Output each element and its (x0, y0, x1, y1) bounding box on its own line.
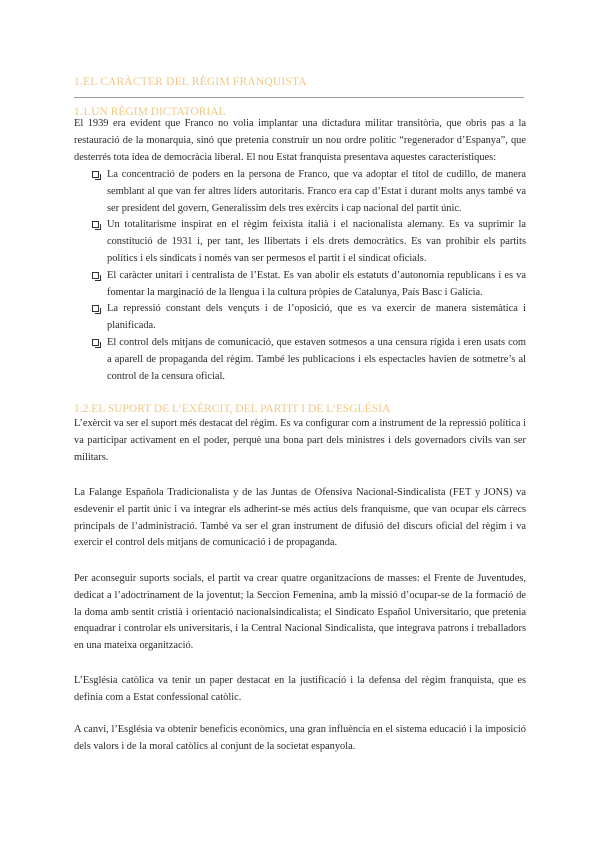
paragraph-organizations: Per aconseguir suports socials, el partit va crear quatre organitzacions de masses: el Frente de Juventudes, dedicat a l’adoctrinament de la joventut; la Seccion Femenina, amb la missió d’ocupar-se de la formació de la doma amb sentit cristià i orientació nacionalsindicalista; el Sindicato Español Universitario, que pretenia enquadrar i controlar els universitaris, i la Central Nacional Sindicalista, que integrava patrons i treballadors en una mateixa organització. (74, 573, 526, 652)
checkbox-bullet-icon (92, 272, 99, 279)
paragraph-army: L’exèrcit va ser el suport més destacat del règim. Es va configurar com a instrument de la repressió política i va participar activament en el poder, perquè una bona part dels ministres i dels governadors civils van ser militars. (74, 418, 526, 463)
intro-paragraph: El 1939 era evident que Franco no volia implantar una dictadura militar transitòria, que obris pas a la restauració de la monarquia, sinó que pretenia construir un nou ordre polític “regenerador d’Espanya”, que desterrés tota idea de democràcia liberal. El nou Estat franquista presentava aquestes característiques: (74, 118, 526, 163)
paragraph-church: L’Església catòlica va tenir un paper destacat en la justificació i la defensa del règim franquista, que es definia com a Estat confessional catòlic. (74, 675, 526, 703)
checkbox-bullet-icon (92, 221, 99, 228)
paragraph-falange: La Falange Española Tradicionalista y de las Juntas de Ofensiva Nacional-Sindicalista (FET y JONS) va esdevenir el partit únic i va integrar els adherint-se més actius dels franquisme, que van ocupar els càrrecs principals de l’administració. També va ser el gran instrument de difusió del discurs oficial del règim i va exercir el control dels mitjans de comunicació i de propaganda. (74, 487, 526, 549)
characteristics-list (92, 167, 526, 385)
list-item: La repressió constant dels vençuts i de l’oposició, que es va exercir de manera sistemàtica i planificada. (92, 301, 526, 335)
subsection-heading-dictatorial: 1.1.UN RÈGIM DICTATORIAL (74, 106, 226, 118)
checkbox-bullet-icon (92, 305, 99, 312)
list-item: Un totalitarisme inspirat en el règim feixista italià i el nacionalista alemany. Es va suprimir la constitució de 1931 i, per tant, les llibertats i els drets democràtics. Es van prohibir els partits polítics i els sindicats i només van ser permesos el partit i el sindicat oficials. (92, 217, 526, 267)
subsection-heading-support: 1.2.EL SUPORT DE L’EXÈRCIT, DEL PARTIT I DE L’ESGLÉSIA (74, 403, 391, 415)
list-item: El caràcter unitari i centralista de l’Estat. Es van abolir els estatuts d’autonomia republicans i es va fomentar la marginació de la llengua i la cultura pròpies de Catalunya, País Basc i Galícia. (92, 268, 526, 302)
heading-divider (74, 97, 524, 98)
list-item: El control dels mitjans de comunicació, que estaven sotmesos a una censura rígida i eren usats com a aparell de propaganda del règim. També les publicacions i els espectacles havien de sotmetre’s al control de la censura oficial. (92, 335, 526, 385)
paragraph-church-benefits: A canvi, l’Església va obtenir beneficis econòmics, una gran influència en el sistema educació i la imposició dels valors i de la moral catòlics al conjunt de la societat espanyola. (74, 724, 526, 752)
checkbox-bullet-icon (92, 171, 99, 178)
checkbox-bullet-icon (92, 339, 99, 346)
list-item: La concentració de poders en la persona de Franco, que va adoptar el títol de cudillo, de manera semblant al que van fer altres líders autoritaris. Franco era cap d’Estat i durant molts anys també va ser president del govern, Generalíssim dels tres exèrcits i cap nacional del partit únic. (92, 167, 526, 217)
section-heading: 1.EL CARÀCTER DEL RÈGIM FRANQUISTA (74, 76, 307, 88)
